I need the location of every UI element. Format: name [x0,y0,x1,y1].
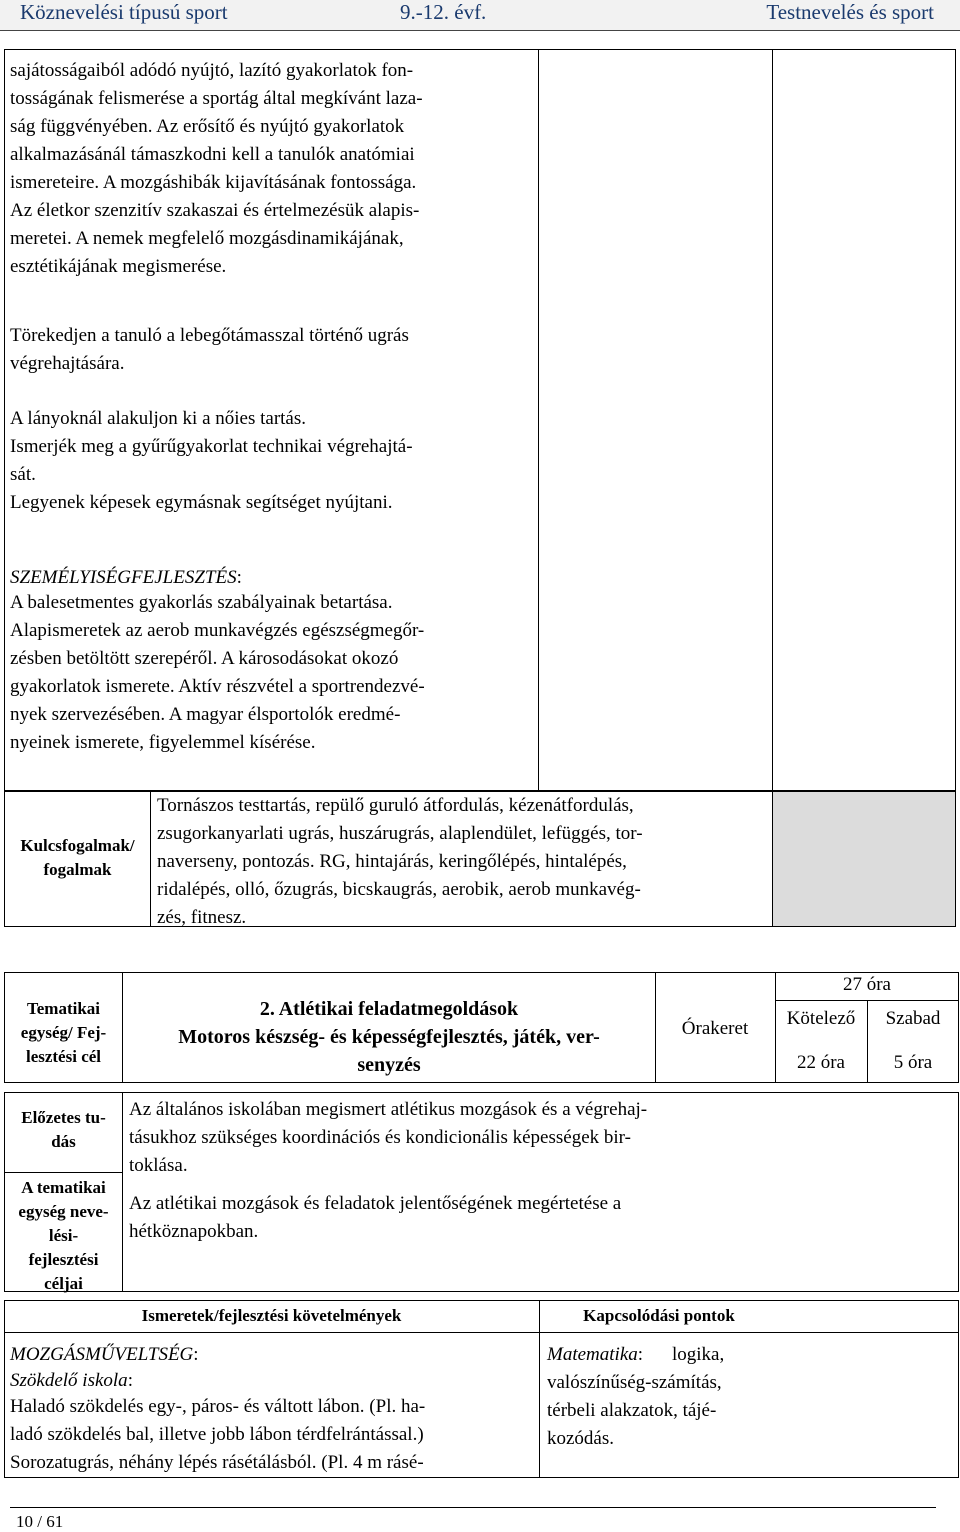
prior-text: Az általános iskolában megismert atlétikus mozgások és a végrehaj- tásukhoz szükséges koordinációs és kondicionális képességek bir- toklása. [129,1099,648,1176]
unit-kotelezo-label: Kötelező [786,1008,856,1029]
page-number: 10 / 61 [16,1512,64,1531]
unit-orakeret: Órakeret [681,1018,749,1039]
prior-label: Előzetes tu- dás [21,1108,106,1151]
bottom-col1-header: Ismeretek/fejlesztési követelmények [141,1306,402,1325]
bottom-col2-header: Kapcsolódási pontok [583,1306,735,1325]
header-right: Testnevelés és sport [766,0,934,24]
link-subject-line: Matematika: [547,1344,644,1365]
bottom-text: Haladó szökdelés egy-, páros- és váltott lábon. (Pl. ha- ladó szökdelés bal, illetve jobb lábon térdfelrántással.) Sorozatugrás, néhány lépés rásétálásból. (Pl. 4 m rásé- [10,1396,426,1473]
footer-rule [10,1507,936,1508]
upper-para-2: Törekedjen a tanuló a lebegőtámasszal történő ugrás végrehajtására. [10,325,409,374]
bottom-header-rule [4,1332,959,1333]
upper-para-4: A balesetmentes gyakorlás szabályainak betartása. Alapismeretek az aerob munkavégzés egészségmegőr- zésben betöltött szerepéről. A károsodásokat okozó gyakorlatok ismerete. Aktív részvétel a sportrendezvé- nyek szervezésében. A magyar élsportolók eredmé- nyeinek ismerete, figyelemmel kísérése. [10,592,425,753]
unit-hours-rule [775,1000,959,1001]
page-header [0,0,960,30]
unit-divider-1 [122,972,123,1083]
goals-text: Az atlétikai mozgások és feladatok jelentőségének megértetése a hétköznapokban. [129,1193,622,1242]
unit-total-hours: 27 óra [842,974,891,995]
unit-title: 2. Atlétikai feladatmegoldások Motoros készség- és képességfejlesztés, játék, ver- senyzés [178,998,600,1076]
keyconcepts-gray-cell [773,792,955,926]
link-subject: Matematika [547,1344,638,1365]
link-text: logika, valószínűség-számítás, térbeli alakzatok, tájé- kozódás. [547,1344,725,1449]
keyconcepts-divider-1 [150,791,151,927]
movement-heading-line: MOZGÁSMŰVELTSÉG: [10,1344,199,1365]
unit-szabad-value: 5 óra [893,1052,933,1073]
upper-para-1: sajátosságaiból adódó nyújtó, lazító gyakorlatok fon- tosságának felismerése a sportág által megkívánt laza- ság függvényében. Az erősítő és nyújtó gyakorlatok alkalmazásánál támaszkodni kell a tanulók anatómiai ismereteire. A mozgáshibák kijavításának fontossága. Az életkor szenzitív szakaszai és értelmezésük alapis- meretei. A nemek megfelelő mozgásdinamikájának, esztétikájának megismerése. [10,60,423,277]
subheading-line: Szökdelő iskola: [10,1370,133,1391]
unit-kotelezo-value: 22 óra [796,1052,845,1073]
prior-goals-divider [122,1092,123,1292]
unit-szabad-label: Szabad [885,1008,941,1029]
personality-heading-line: SZEMÉLYISÉGFEJLESZTÉS: [10,567,242,588]
upper-para-3: A lányoknál alakuljon ki a nőies tartás. Ismerjék meg a gyűrűgyakorlat technikai végrehajtá- sát. Legyenek képesek egymásnak segítséget nyújtani. [10,408,413,513]
unit-label: Tematikai egység/ Fej- lesztési cél [20,999,107,1066]
movement-heading: MOZGÁSMŰVELTSÉG [10,1344,194,1365]
upper-col-divider-1 [538,49,539,791]
keyconcepts-label: Kulcsfogalmak/ fogalmak [20,836,135,879]
upper-col-divider-2 [772,49,773,791]
header-center: 9.-12. évf. [400,0,487,24]
prior-goals-rule [4,1172,122,1173]
goals-label: A tematikai egység neve- lési- fejlesztési céljai [18,1178,109,1293]
movement-subheading: Szökdelő iskola [10,1370,128,1391]
keyconcepts-text: Tornászos testtartás, repülő guruló átfordulás, kézenátfordulás, zsugorkanyarlati ugrás, huszárugrás, alaplendület, lefüggés, tor- naverseny, pontozás. RG, hintajárás, keringőlépés, hintalépés, ridalépés, olló, őzugrás, bicskaugrás, aerobik, aerob munkavég- zés, fitnesz. [157,795,643,928]
personality-heading: SZEMÉLYISÉGFEJLESZTÉS [10,567,237,588]
header-left: Köznevelési típusú sport [20,0,228,24]
header-rule [0,30,960,31]
